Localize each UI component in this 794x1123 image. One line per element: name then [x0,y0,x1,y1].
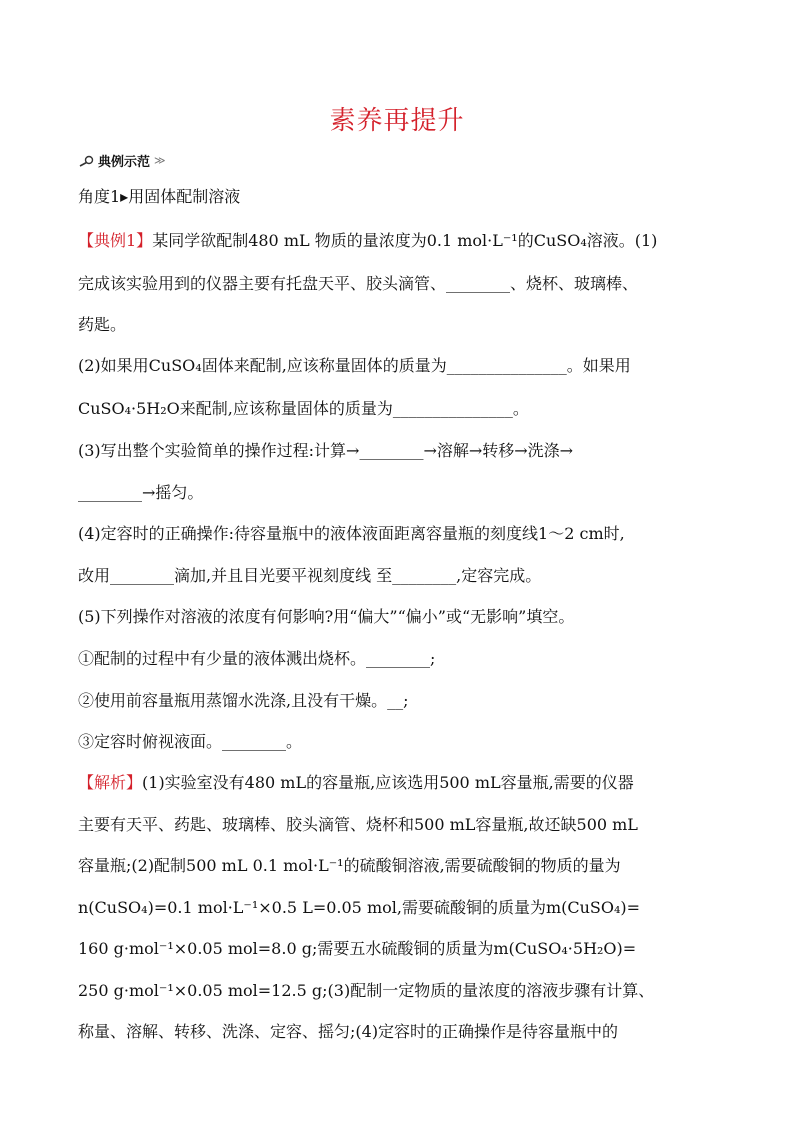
example-line-4: (2)如果用CuSO₄固体来配制,应该称量固体的质量为_______________。如果用 [78,356,631,375]
example-line-11: ①配制的过程中有少量的液体溅出烧杯。________; [78,649,436,668]
analysis-line-4: n(CuSO₄)=0.1 mol·L⁻¹×0.5 L=0.05 mol,需要硫酸铜的质量为m(CuSO₄)= [78,898,641,917]
example-line-8: (4)定容时的正确操作:待容量瓶中的液体液面距离容量瓶的刻度线1～2 cm时, [78,524,625,543]
section-tag-tail: ≫ [154,154,166,167]
analysis-tag: 【解析】 [78,773,143,792]
analysis-line-2: 主要有天平、药匙、玻璃棒、胶头滴管、烧杯和500 mL容量瓶,故还缺500 mL [78,815,638,834]
section-tag-label: 典例示范 [98,155,151,170]
example-line-1 [78,230,728,252]
example-line-9: 改用________滴加,并且目光要平视刻度线 至________,定容完成。 [78,566,542,585]
example-line-2: 完成该实验用到的仪器主要有托盘天平、胶头滴管、________、烧杯、玻璃棒、 [78,274,639,293]
example-line-6: (3)写出整个实验简单的操作过程:计算→________→溶解→转移→洗涤→ [78,441,574,460]
page-title: 素养再提升 [329,106,465,136]
section-tag [78,151,166,170]
magnifier-icon [78,155,94,167]
analysis-line-1 [78,772,728,794]
example-line-3: 药匙。 [78,315,127,334]
example-line-13: ③定容时俯视液面。________。 [78,732,303,751]
example-line-7: ________→摇匀。 [78,483,204,502]
analysis-text-1: (1)实验室没有480 mL的容量瓶,应该选用500 mL容量瓶,需要的仪器 [142,773,634,792]
example-line-12: ②使用前容量瓶用蒸馏水洗涤,且没有干燥。__; [78,691,409,710]
analysis-line-7: 称量、溶解、转移、洗涤、定容、摇匀;(4)定容时的正确操作是待容量瓶中的 [78,1022,619,1041]
example-text-1: 某同学欲配制480 mL 物质的量浓度为0.1 mol·L⁻¹的CuSO₄溶液。(1) [152,231,658,250]
example-tag: 【典例1】 [78,231,153,250]
analysis-line-5: 160 g·mol⁻¹×0.05 mol=8.0 g;需要五水硫酸铜的质量为m(CuSO₄·5H₂O)= [78,939,637,958]
example-line-10: (5)下列操作对溶液的浓度有何影响?用“偏大”“偏小”或“无影响”填空。 [78,607,575,626]
example-line-5: CuSO₄·5H₂O来配制,应该称量固体的质量为_______________。 [78,399,529,418]
angle-heading: 角度1▸用固体配制溶液 [78,187,241,206]
analysis-line-3: 容量瓶;(2)配制500 mL 0.1 mol·L⁻¹的硫酸铜溶液,需要硫酸铜的物质的量为 [78,856,621,875]
analysis-line-6: 250 g·mol⁻¹×0.05 mol=12.5 g;(3)配制一定物质的量浓度的溶液步骤有计算、 [78,981,655,1000]
